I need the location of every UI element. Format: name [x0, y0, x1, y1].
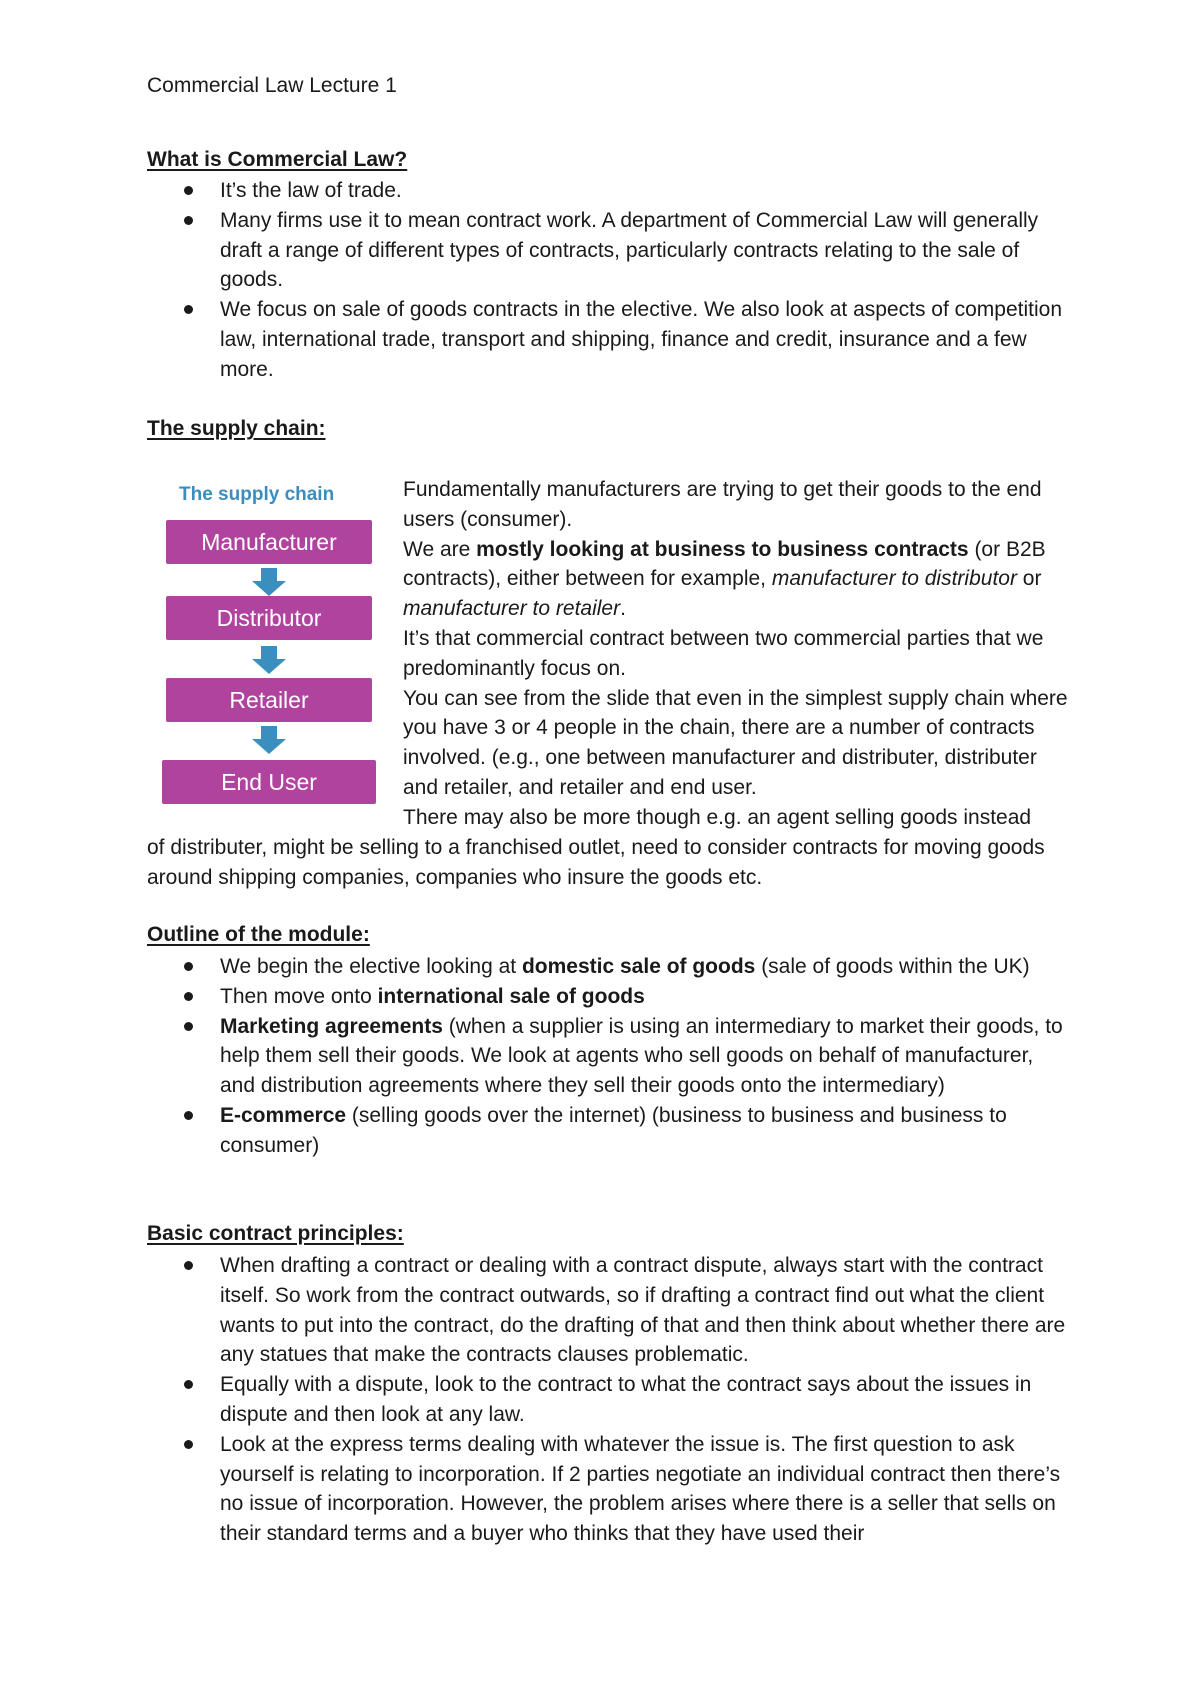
- diagram-title: The supply chain: [179, 484, 335, 505]
- heading-what-is-commercial-law: What is Commercial Law?: [147, 148, 408, 171]
- list-item: Then move onto international sale of goods: [147, 982, 1067, 1012]
- supply-chain-text: [403, 475, 1068, 833]
- heading-supply-chain: The supply chain:: [147, 417, 326, 440]
- paragraph: We are mostly looking at business to business contracts (or B2B contracts), either between for example, manufacturer to distributor or manufacturer to retailer.: [403, 537, 1046, 621]
- diagram-box-distributor: Distributor: [166, 596, 372, 640]
- paragraph: Fundamentally manufacturers are trying to get their goods to the end users (consumer).: [403, 478, 1042, 531]
- list-item: Equally with a dispute, look to the contract to what the contract says about the issues in dispute and then look at any law.: [147, 1370, 1067, 1430]
- supply-chain-diagram: [155, 470, 383, 820]
- list-item: Many firms use it to mean contract work. A department of Commercial Law will generally draft a range of different types of contracts, particularly contracts relating to the sale of goods.: [147, 206, 1067, 295]
- paragraph: There may also be more though e.g. an agent selling goods instead: [403, 805, 1032, 829]
- paragraph: You can see from the slide that even in the simplest supply chain where you have 3 or 4 people in the chain, there are a number of contracts involved. (e.g., one between manufacturer and distributer, distributer and retailer, and retailer and end user.: [403, 686, 1068, 799]
- list-item: Marketing agreements (when a supplier is using an intermediary to market their goods, to help them sell their goods. We look at agents who sell goods on behalf of manufacturer, and distribution agreements where they sell their goods onto the intermediary): [147, 1012, 1067, 1101]
- diagram-box-end-user: End User: [162, 760, 376, 804]
- list-item: We begin the elective looking at domestic sale of goods (sale of goods within the UK): [147, 952, 1067, 982]
- list-item: We focus on sale of goods contracts in the elective. We also look at aspects of competition law, international trade, transport and shipping, finance and credit, insurance and a few more.: [147, 295, 1067, 384]
- heading-basic-contract-principles: Basic contract principles:: [147, 1222, 404, 1245]
- paragraph: It’s that commercial contract between two commercial parties that we predominantly focus on.: [403, 626, 1044, 680]
- contract-principles-bullet-list: [147, 1251, 1067, 1549]
- diagram-box-manufacturer: Manufacturer: [166, 520, 372, 564]
- list-item: When drafting a contract or dealing with a contract dispute, always start with the contract itself. So work from the contract outwards, so if drafting a contract find out what the client wants to put into the contract, do the drafting of that and then think about whether there are any statues that make the contracts clauses problematic.: [147, 1251, 1067, 1370]
- list-item: E-commerce (selling goods over the internet) (business to business and business to consumer): [147, 1101, 1067, 1161]
- list-item: It’s the law of trade.: [147, 176, 1067, 206]
- paragraph: of distributer, might be selling to a franchised outlet, need to consider contracts for moving goods around shipping companies, companies who insure the goods etc.: [147, 836, 1045, 889]
- list-item: Look at the express terms dealing with whatever the issue is. The first question to ask yourself is relating to incorporation. If 2 parties negotiate an individual contract then there’s no issue of incorporation. However, the problem arises where there is a seller that sells on their standard terms and a buyer who thinks that they have used their: [147, 1430, 1067, 1549]
- document-title: Commercial Law Lecture 1: [147, 74, 397, 97]
- down-arrow-icon: [251, 568, 287, 596]
- down-arrow-icon: [251, 726, 287, 754]
- diagram-box-retailer: Retailer: [166, 678, 372, 722]
- commercial-law-bullet-list: [147, 176, 1067, 385]
- module-outline-bullet-list: [147, 952, 1067, 1161]
- heading-outline-of-module: Outline of the module:: [147, 923, 370, 946]
- down-arrow-icon: [251, 646, 287, 674]
